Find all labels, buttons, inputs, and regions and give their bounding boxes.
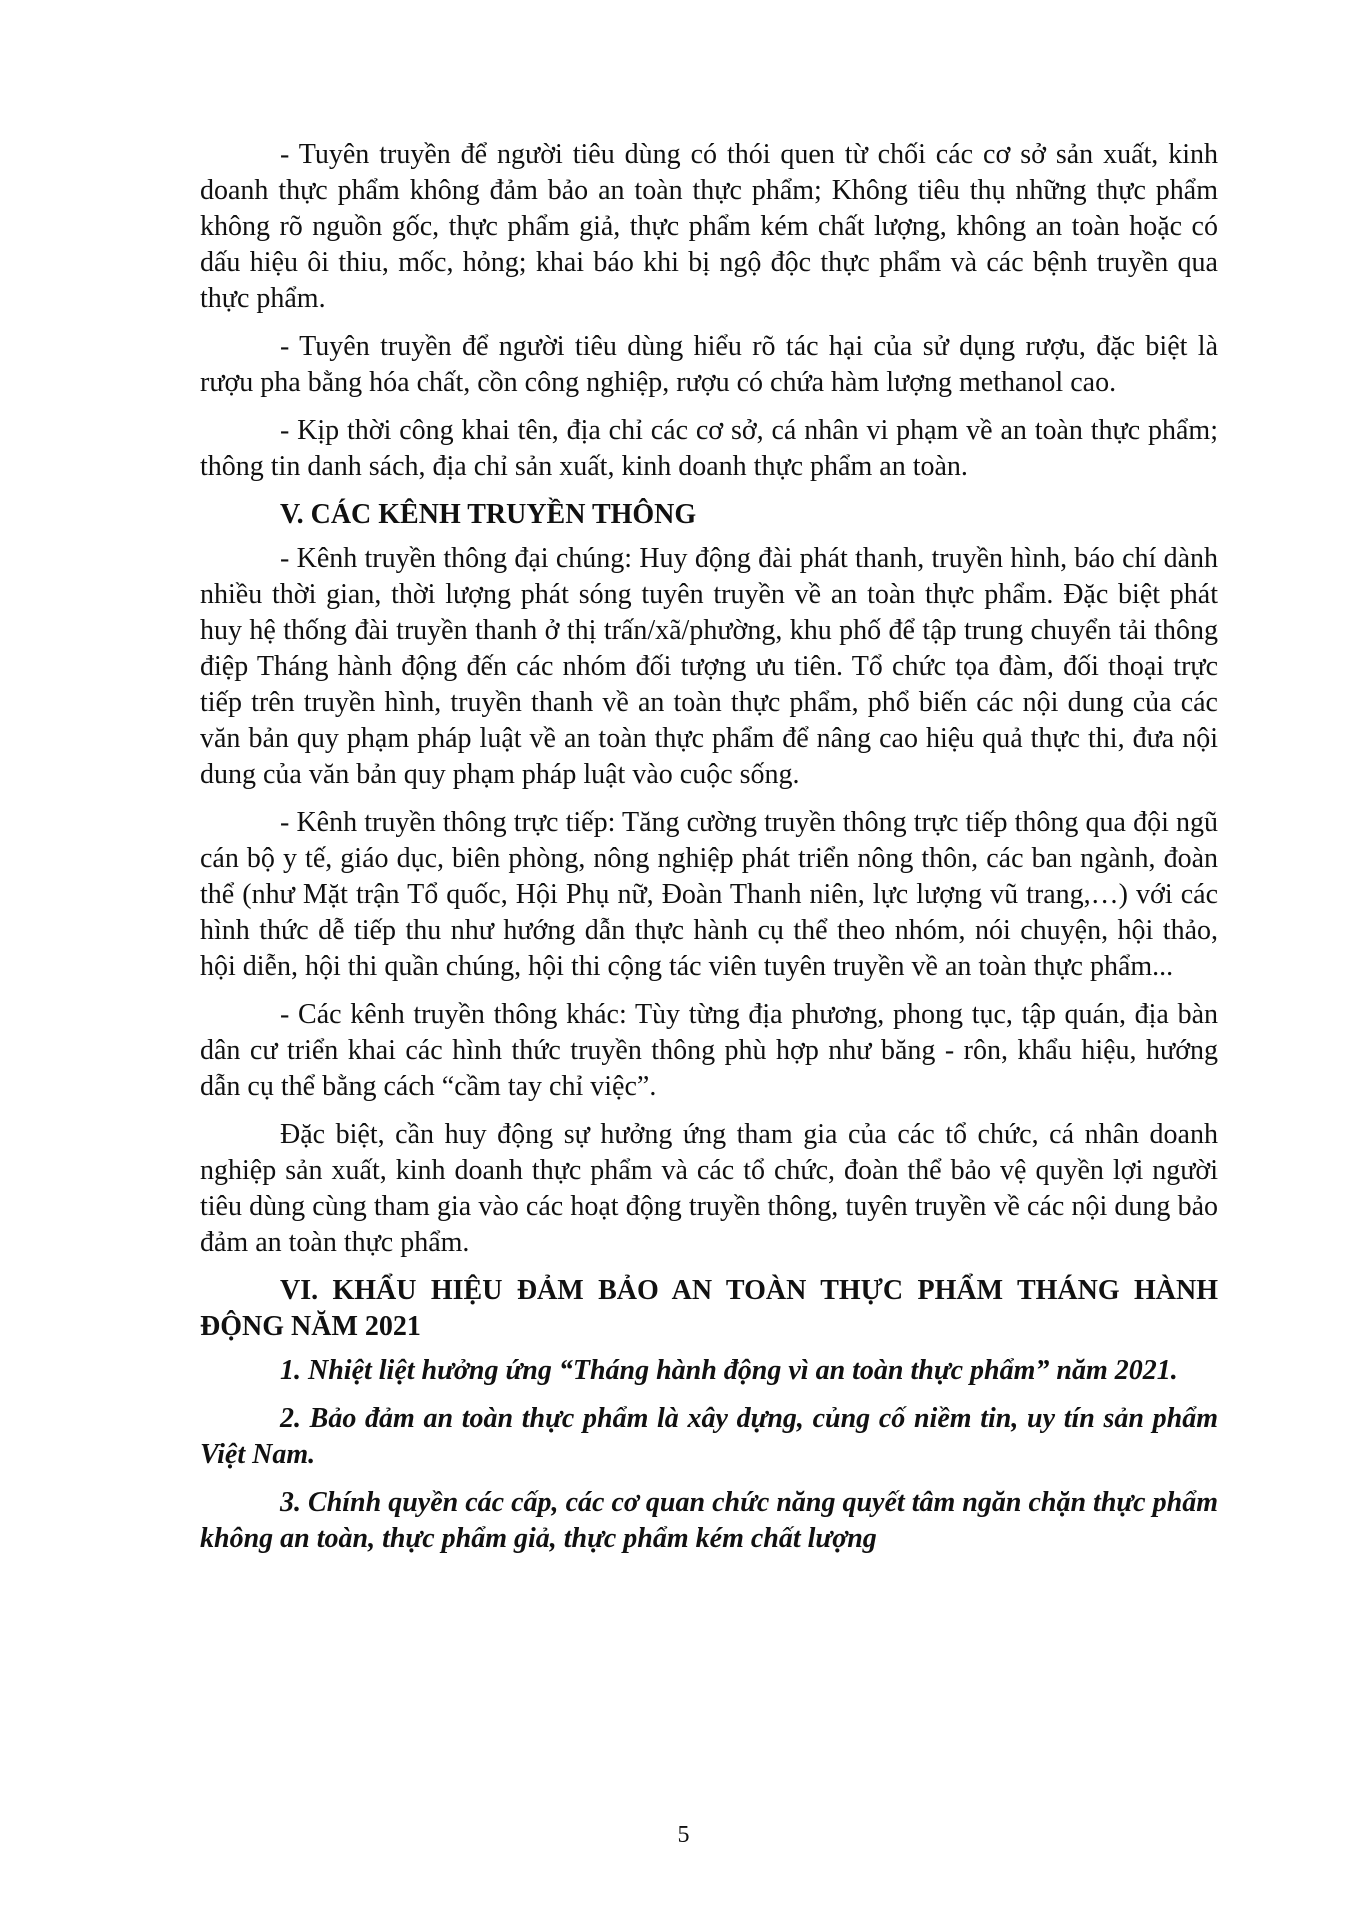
section-5-paragraph-1: - Kênh truyền thông đại chúng: Huy động đài phát thanh, truyền hình, báo chí dành nhiều thời gian, thời lượng phát sóng tuyên truyền về an toàn thực phẩm. Đặc biệt phát huy hệ thống đài truyền thanh ở thị trấn/xã/phường, khu phố để tập trung chuyển tải thông điệp Tháng hành động đến các nhóm đối tượng ưu tiên. Tổ chức tọa đàm, đối thoại trực tiếp trên truyền hình, truyền thanh về an toàn thực phẩm, phổ biến các nội dung của các văn bản quy phạm pháp luật về an toàn thực phẩm để nâng cao hiệu quả thực thi, đưa nội dung của văn bản quy phạm pháp luật vào cuộc sống. <box>200 543 1218 790</box>
page-number: 5 <box>677 1822 690 1848</box>
intro-paragraph-2: - Tuyên truyền để người tiêu dùng hiểu rõ tác hại của sử dụng rượu, đặc biệt là rượu pha bằng hóa chất, cồn công nghiệp, rượu có chứa hàm lượng methanol cao. <box>200 331 1218 398</box>
intro-paragraph-1: - Tuyên truyền để người tiêu dùng có thói quen từ chối các cơ sở sản xuất, kinh doanh thực phẩm không đảm bảo an toàn thực phẩm; Không tiêu thụ những thực phẩm không rõ nguồn gốc, thực phẩm giả, thực phẩm kém chất lượng, không an toàn hoặc có dấu hiệu ôi thiu, mốc, hỏng; khai báo khi bị ngộ độc thực phẩm và các bệnh truyền qua thực phẩm. <box>200 139 1218 314</box>
document-body <box>200 137 1218 1569</box>
section-5-heading: V. CÁC KÊNH TRUYỀN THÔNG <box>280 499 697 530</box>
intro-paragraph-3: - Kịp thời công khai tên, địa chỉ các cơ sở, cá nhân vi phạm về an toàn thực phẩm; thông tin danh sách, địa chỉ sản xuất, kinh doanh thực phẩm an toàn. <box>200 415 1218 482</box>
slogan-2: 2. Bảo đảm an toàn thực phẩm là xây dựng, củng cố niềm tin, uy tín sản phẩm Việt Nam. <box>200 1403 1218 1470</box>
section-5-paragraph-4: Đặc biệt, cần huy động sự hưởng ứng tham gia của các tổ chức, cá nhân doanh nghiệp sản xuất, kinh doanh thực phẩm và các tổ chức, đoàn thể bảo vệ quyền lợi người tiêu dùng cùng tham gia vào các hoạt động truyền thông, tuyên truyền về các nội dung bảo đảm an toàn thực phẩm. <box>200 1119 1218 1258</box>
section-5-paragraph-3: - Các kênh truyền thông khác: Tùy từng địa phương, phong tục, tập quán, địa bàn dân cư triển khai các hình thức truyền thông phù hợp như băng - rôn, khẩu hiệu, hướng dẫn cụ thể bằng cách “cầm tay chỉ việc”. <box>200 999 1218 1102</box>
slogan-3: 3. Chính quyền các cấp, các cơ quan chức năng quyết tâm ngăn chặn thực phẩm không an toàn, thực phẩm giả, thực phẩm kém chất lượng <box>200 1487 1218 1554</box>
slogan-1: 1. Nhiệt liệt hưởng ứng “Tháng hành động vì an toàn thực phẩm” năm 2021. <box>280 1355 1178 1386</box>
section-5-paragraph-2: - Kênh truyền thông trực tiếp: Tăng cường truyền thông trực tiếp thông qua đội ngũ cán bộ y tế, giáo dục, biên phòng, nông nghiệp phát triển nông thôn, các ban ngành, đoàn thể (như Mặt trận Tổ quốc, Hội Phụ nữ, Đoàn Thanh niên, lực lượng vũ trang,…) với các hình thức dễ tiếp thu như hướng dẫn thực hành cụ thể theo nhóm, nói chuyện, hội thảo, hội diễn, hội thi quần chúng, hội thi cộng tác viên tuyên truyền về an toàn thực phẩm... <box>200 807 1218 982</box>
section-6-heading: VI. KHẨU HIỆU ĐẢM BẢO AN TOÀN THỰC PHẨM THÁNG HÀNH ĐỘNG NĂM 2021 <box>200 1275 1218 1342</box>
